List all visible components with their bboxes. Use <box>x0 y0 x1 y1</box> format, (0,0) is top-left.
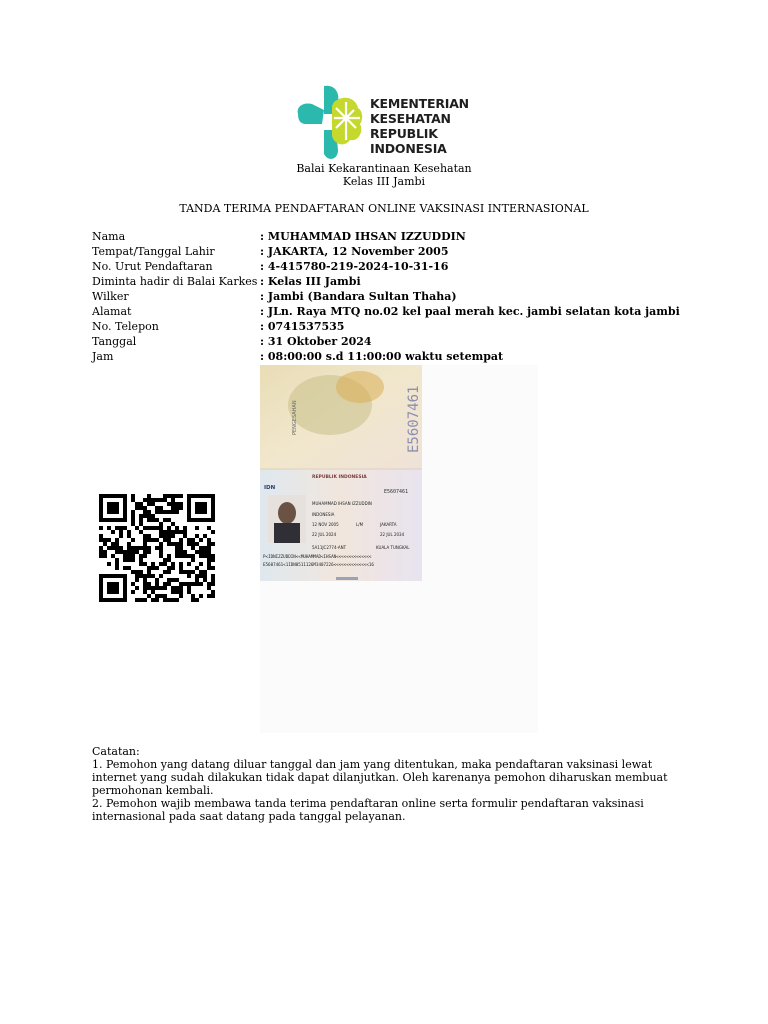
logo-line: KESEHATAN <box>370 111 451 126</box>
note-item: 1. Pemohon yang datang diluar tanggal dan jam yang ditentukan, maka pendaftaran vaksinasi lewat internet yang sudah dilakukan tidak dapat dilanjutkan. Oleh karenanya pemohon diharuskan membuat permohonan kembali. <box>92 758 668 797</box>
passport-pob: JAKARTA <box>380 522 397 527</box>
note-item: 2. Pemohon wajib membawa tanda terima pendaftaran online serta formulir pendaftaran vaksinasi internasional pada saat datang pada tanggal pelayanan. <box>92 797 644 823</box>
qr-code <box>99 494 215 602</box>
notes-heading: Catatan: <box>92 745 140 758</box>
ministry-logo <box>296 84 474 162</box>
passport-dob: 12 NOV 2005 <box>312 522 339 527</box>
field-label: No. Telepon <box>92 320 159 333</box>
field-label: Wilker <box>92 290 129 303</box>
field-value: : Jambi (Bandara Sultan Thaha) <box>260 290 457 303</box>
field-value: : 0741537535 <box>260 320 345 333</box>
passport-holder: MUHAMMAD IHSAN IZZUDDIN <box>312 501 372 506</box>
ministry-logo-icon <box>296 84 366 162</box>
field-label: Jam <box>92 350 114 363</box>
passport-number: E5607461 <box>384 489 409 495</box>
field-label: Tanggal <box>92 335 137 348</box>
passport-sex: L/M <box>356 522 364 527</box>
field-value: : Kelas III Jambi <box>260 275 361 288</box>
logo-line: KEMENTERIAN <box>370 96 469 111</box>
field-label: No. Urut Pendaftaran <box>92 260 213 273</box>
field-label: Nama <box>92 230 126 243</box>
passport-mrz-line-1: P<IDNIZZUDDIN<<MUHAMMAD<IHSAN<<<<<<<<<<<<<< <box>263 554 372 559</box>
field-value: : 4-415780-219-2024-10-31-16 <box>260 260 449 273</box>
passport-perforated-number: E5607461 <box>406 385 422 453</box>
institution-class: Kelas III Jambi <box>342 175 426 188</box>
field-value: : MUHAMMAD IHSAN IZZUDDIN <box>260 230 466 243</box>
passport-issued: 22 JUL 2024 <box>312 532 337 537</box>
logo-line: INDONESIA <box>370 141 447 156</box>
field-label: Diminta hadir di Balai Karkes <box>92 275 258 288</box>
notes-section <box>92 745 682 823</box>
logo-text <box>370 96 469 156</box>
passport-country: REPUBLIK INDONESIA <box>312 475 367 480</box>
field-value: : 31 Oktober 2024 <box>260 335 372 348</box>
field-label: Alamat <box>92 305 132 318</box>
passport-code: IDN <box>264 485 276 491</box>
field-label: Tempat/Tanggal Lahir <box>92 245 215 258</box>
field-value: : JAKARTA, 12 November 2005 <box>260 245 449 258</box>
passport-mrz-line-2: E5607461<1IDN0511126M3407226<<<<<<<<<<<<<<16 <box>263 562 374 567</box>
field-value: : JLn. Raya MTQ no.02 kel paal merah kec. jambi selatan kota jambi <box>260 305 680 318</box>
passport-office: KUALA TUNGKAL <box>376 545 410 550</box>
logo-line: REPUBLIK <box>370 126 438 141</box>
passport-nationality: INDONESIA <box>312 512 335 517</box>
field-value: : 08:00:00 s.d 11:00:00 waktu setempat <box>260 350 504 363</box>
passport-scan-image <box>260 365 538 733</box>
document-title: TANDA TERIMA PENDAFTARAN ONLINE VAKSINASI INTERNASIONAL <box>179 202 589 215</box>
passport-page-label: PENGESAHAN <box>292 400 298 435</box>
passport-expiry: 22 JUL 2034 <box>380 532 405 537</box>
passport-reg: 5A11JC2774-ANT <box>312 545 347 550</box>
institution-name: Balai Kekarantinaan Kesehatan <box>296 162 472 175</box>
